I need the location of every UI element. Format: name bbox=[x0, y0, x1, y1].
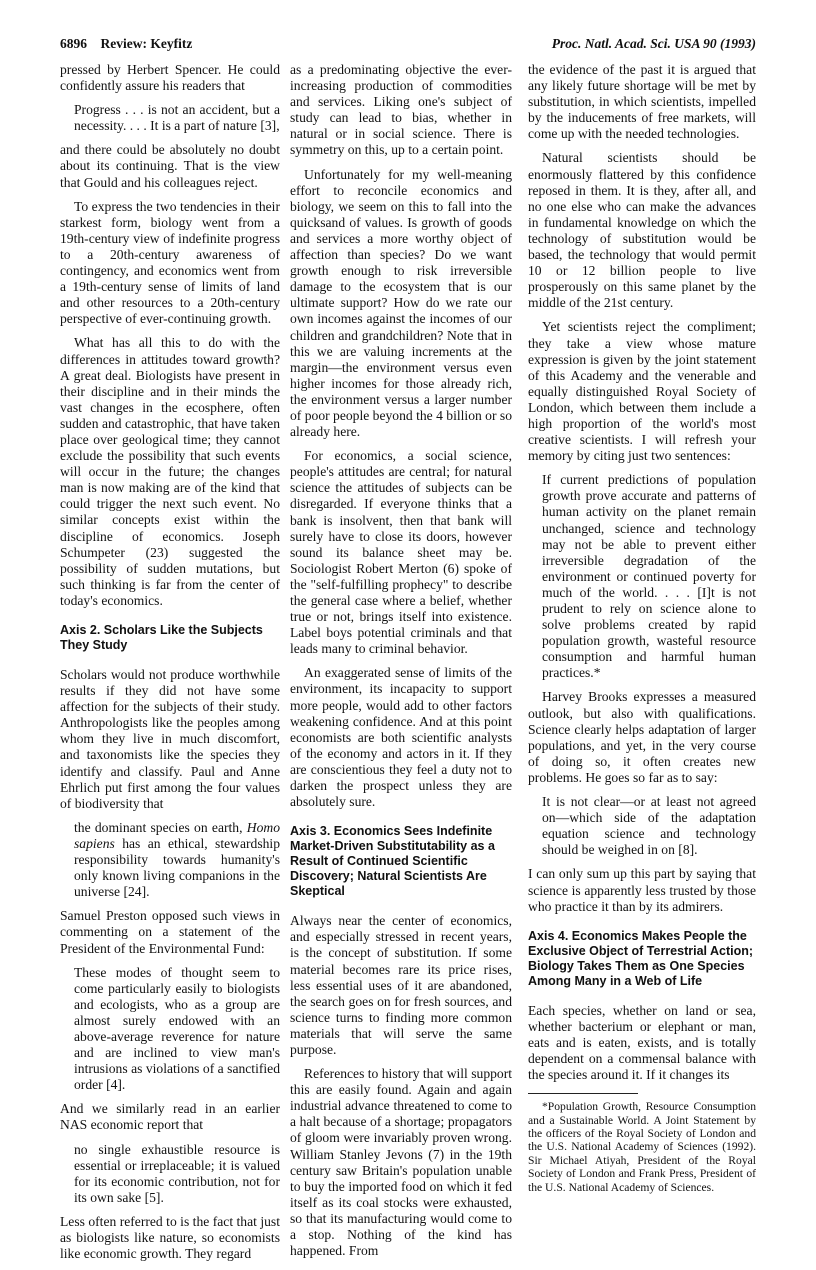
paragraph: Natural scientists should be enormously flattered by this confidence reposed in them. It is they, after all, and no one else who can make the advances in fundamental knowledge on which the technology of substitution would be based, the technology that would permit 10 or 12 billion people to live prosperously on this same planet by the middle of the 21st century. bbox=[528, 150, 756, 311]
paragraph: An exaggerated sense of limits of the environment, its incapacity to support more people, would add to other factors weakening confidence. And at this point economists are both scientific analysts of the economy and actors in it. If they are conscientious they feel a duty not to darken the prospect unless they are absolutely sure. bbox=[290, 665, 512, 810]
paragraph: Yet scientists reject the compliment; they take a view whose mature expression is given by the joint statement of this Academy and the venerable and equally distinguished Royal Society of London, which between them include a high proportion of the world's most creative scientists. I will refresh your memory by citing just two sentences: bbox=[528, 319, 756, 464]
paragraph: the evidence of the past it is argued that any likely future shortage will be met by substitution, in which scientists, impelled by the inducements of free markets, will come up with the needed technologies. bbox=[528, 62, 756, 142]
paragraph: Unfortunately for my well-meaning effort to reconcile economics and biology, we seem on this to fall into the quicksand of values. Is growth of goods and services a more worthy object of affection than species? Do we want growth enough to risk irreversible damage to the ecosystem that is our ultimate support? How do we rate our own incomes against the incomes of our children and grandchildren? Note that in this we are valuing increments at the margin—the environment versus even higher incomes for those already rich, the environment versus a larger number of poor people beyond the 4 billion or so already here. bbox=[290, 166, 512, 440]
page-number: 6896 bbox=[60, 36, 87, 51]
quote-text: has an ethical, stewardship responsibility towards humanity's only known living companions in the universe [24]. bbox=[74, 835, 280, 900]
block-quote: no single exhaustible resource is essential or irreplaceable; it is valued for its economic contribution, not for its own sake [5]. bbox=[74, 1141, 280, 1205]
column-1 bbox=[60, 62, 280, 1270]
header-left bbox=[60, 36, 192, 52]
paragraph: pressed by Herbert Spencer. He could confidently assure his readers that bbox=[60, 62, 280, 94]
paragraph: Scholars would not produce worthwhile results if they did not have some affection for the subjects of their study. Anthropologists like the peoples among whom they live in much discomfort, and taxonomists like the species they identify and classify. Paul and Anne Ehrlich put first among the four values of biodiversity that bbox=[60, 667, 280, 811]
paragraph: and there could be absolutely no doubt about its continuing. That is the view that Gould and his colleagues reject. bbox=[60, 142, 280, 190]
quote-text: the dominant species on earth, bbox=[74, 819, 247, 835]
paragraph: References to history that will support this are easily found. Again and again industrial advance threatened to come to a halt because of a shortage; propagators of gloom were invariably proven wrong. William Stanley Jevons (7) in the 19th century saw Britain's population unable to buy the imported food on which it fed itself as its coal stocks were exhausted, so that its manufacturing would come to a stop. Nothing of the kind has happened. From bbox=[290, 1066, 513, 1259]
block-quote bbox=[74, 820, 280, 900]
paragraph: To express the two tendencies in their starkest form, biology went from a 19th-century view of indefinite progress to a 20th-century awareness of contingency, and economics went from a 19th-century sense of limits of land and other resources to a 20th-century perspective of ever-continuing growth. bbox=[60, 198, 280, 327]
footnote: *Population Growth, Resource Consumption and a Sustainable World. A Joint Statement by the officers of the Royal Society of London and the U.S. National Academy of Sciences (1992). Sir Michael Atiyah, President of the Royal Society of London and Frank Press, President of the U.S. National Academy of Sciences. bbox=[528, 1100, 756, 1194]
paragraph: For economics, a social science, people's attitudes are central; for natural science the attitudes of subjects can be disregarded. If everyone thinks that a bank is insolvent, then that bank will surely have to close its doors, however sound its balance sheet may be. Sociologist Robert Merton (6) spoke of the "self-fulfilling prophecy" to describe the general case where a belief, whether true or not, brings itself into existence. Label boys potential criminals and that leads many to criminal behavior. bbox=[290, 448, 512, 657]
block-quote: Progress . . . is not an accident, but a necessity. . . . It is a part of nature [3], bbox=[74, 102, 280, 134]
column-3 bbox=[528, 62, 756, 1202]
paragraph: I can only sum up this part by saying that science is apparently less trusted by those who practice it than by its admirers. bbox=[528, 866, 756, 914]
block-quote: These modes of thought seem to come particularly easily to biologists and ecologists, who as a group are almost surely endowed with an above-average reverence for nature and are inclined to view man's intrusions as violations of a sanctified order [4]. bbox=[74, 964, 280, 1093]
paragraph: What has all this to do with the differences in attitudes toward growth? A great deal. Biologists have present in their discipline and in their minds the vast changes in the ecosphere, often sudden and catastrophic, that have taken place over geological time; they cannot exclude the possibility that such events will occur in the future; the changes man is now making are of the kind that could trigger the next such event. No similar concepts exist within the discipline of economics. Joseph Schumpeter (23) suggested the possibility of sudden mutations, but such thinking is far from the center of today's economics. bbox=[60, 335, 280, 608]
quote-italic-term: Homo sapiens bbox=[74, 819, 280, 851]
block-quote: If current predictions of population growth prove accurate and patterns of human activity on the planet remain unchanged, science and technology may not be able to prevent either irreversible degradation of the environment or continued poverty for much of the world. . . . [I]t is not prudent to rely on science alone to solve problems created by rapid population growth, wasteful resource consumption and harmful human practices.* bbox=[542, 472, 756, 681]
section-heading-axis-2: Axis 2. Scholars Like the Subjects They Study bbox=[60, 623, 263, 652]
section-heading-axis-4: Axis 4. Economics Makes People the Exclusive Object of Terrestrial Action; Biology Takes Them as One Species Among Many in a Web of Life bbox=[528, 928, 754, 988]
page-header bbox=[60, 36, 756, 58]
paragraph: Less often referred to is the fact that just as biologists like nature, so economists like economic growth. They regard bbox=[60, 1213, 280, 1262]
paragraph: And we similarly read in an earlier NAS economic report that bbox=[60, 1101, 280, 1133]
footnote-divider bbox=[528, 1093, 638, 1094]
paragraph: as a predominating objective the ever-increasing production of commodities and services. Liking one's subject of study can lead to bias, whether in natural or in social science. There is symmetry on this, up to a certain point. bbox=[290, 62, 512, 158]
paragraph: Harvey Brooks expresses a measured outlook, but also with qualifications. Science clearly helps adaptation of larger populations, and yet, in the very course of doing so, it often creates new problems. He goes so far as to say: bbox=[528, 689, 756, 785]
column-2 bbox=[290, 62, 512, 1267]
paragraph: Always near the center of economics, and especially stressed in recent years, is the concept of substitution. If some material becomes rare its price rises, less essential uses of it are abandoned, the search goes on for fresh sources, and science turns to finding more common materials that will serve the same purpose. bbox=[290, 913, 512, 1057]
journal-citation: Proc. Natl. Acad. Sci. USA 90 (1993) bbox=[551, 36, 756, 51]
running-title: Review: Keyfitz bbox=[100, 36, 193, 51]
paragraph: Each species, whether on land or sea, whether bacterium or elephant or man, eats and is eaten, exists, and is totally dependent on a commensal balance with the species around it. If it changes its bbox=[528, 1002, 756, 1083]
section-heading-axis-3: Axis 3. Economics Sees Indefinite Market-Driven Substitutability as a Result of Continued Scientific Discovery; Natural Scientists Are Skeptical bbox=[290, 824, 495, 899]
block-quote: It is not clear—or at least not agreed on—which side of the adaptation equation science and technology should be weighed in on [8]. bbox=[542, 794, 756, 858]
paragraph: Samuel Preston opposed such views in commenting on a statement of the President of the Environmental Fund: bbox=[60, 908, 280, 956]
